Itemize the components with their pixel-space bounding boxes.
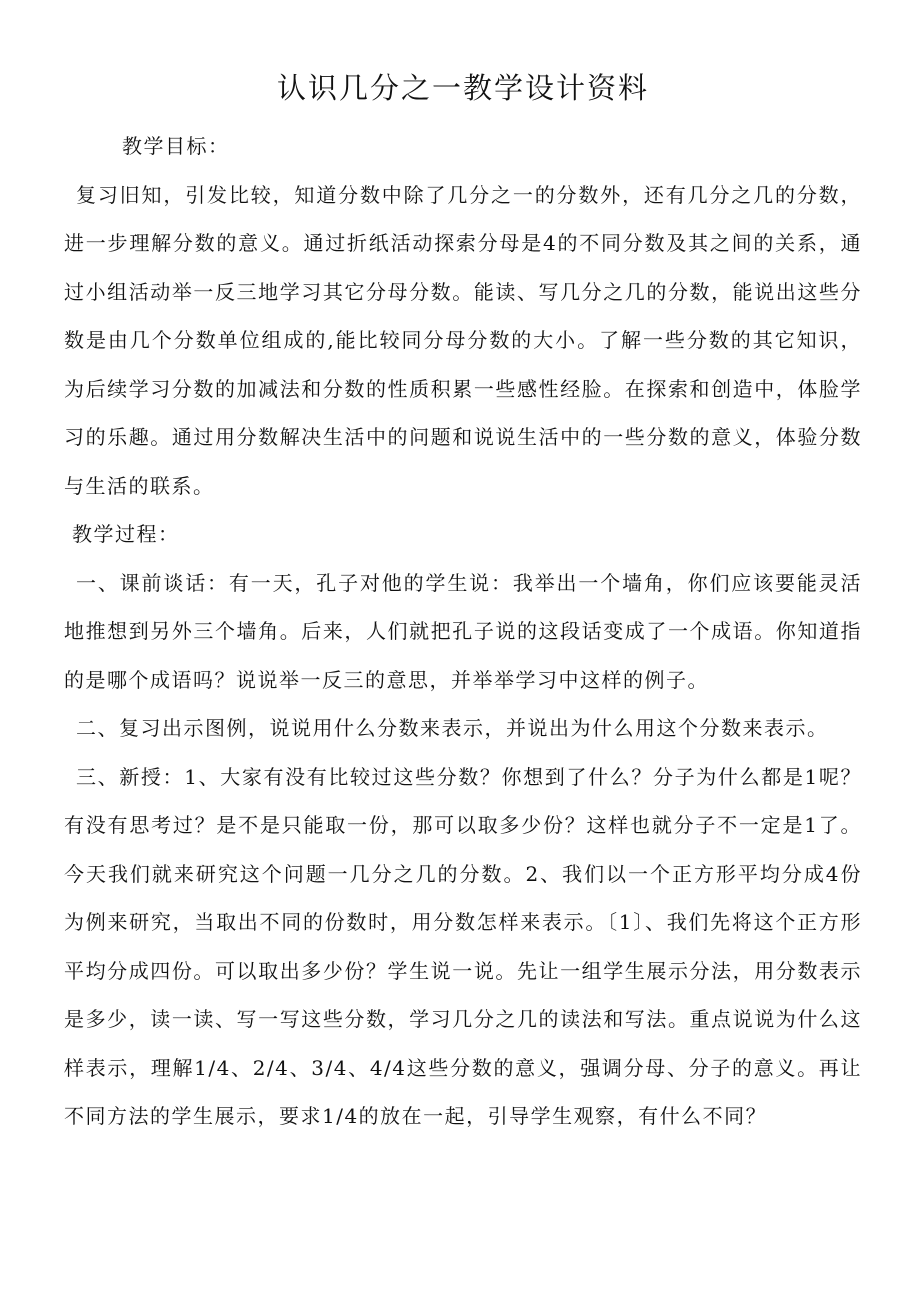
teaching-goal-label: 教学目标： bbox=[122, 134, 230, 158]
process-step-1: 一、课前谈话：有一天，孔子对他的学生说：我举出一个墙角，你们应该要能灵活地推想到另外三个墙角。后来，人们就把孔子说的这段话变成了一个成语。你知道指的是哪个成语吗？说说举一反三的意思，并举举学习中这样的例子。 bbox=[64, 570, 862, 692]
document-title: 认识几分之一教学设计资料 bbox=[276, 71, 649, 105]
teaching-process-label: 教学过程： bbox=[72, 522, 180, 546]
process-step-3: 三、新授：1、大家有没有比较过这些分数？你想到了什么？分子为什么都是1呢？有没有思考过？是不是只能取一份，那可以取多少份？这样也就分子不一定是1了。今天我们就来研究这个问题一几分之几的分数。2、我们以一个正方形平均分成4份为例来研究，当取出不同的份数时，用分数怎样来表示。〔1〕、我们先将这个正方形平均分成四份。可以取出多少份？学生说一说。先让一组学生展示分法，用分数表示是多少，读一读、写一写这些分数，学习几分之几的读法和写法。重点说说为什么这样表示，理解1/4、2/4、3/4、4/4这些分数的意义，强调分母、分子的意义。再让不同方法的学生展示，要求1/4的放在一起，引导学生观察，有什么不同？ bbox=[64, 764, 862, 1128]
process-step-2: 二、复习出示图例，说说用什么分数来表示，并说出为什么用这个分数来表示。 bbox=[76, 716, 829, 740]
teaching-goal-paragraph: 复习旧知，引发比较，知道分数中除了几分之一的分数外，还有几分之几的分数，进一步理解分数的意义。通过折纸活动探索分母是4的不同分数及其之间的关系，通过小组活动举一反三地学习其它分母分数。能读、写几分之几的分数，能说出这些分数是由几个分数单位组成的,能比较同分母分数的大小。了解一些分数的其它知识，为后续学习分数的加减法和分数的性质积累一些感性经脸。在探索和创造中，体脸学习的乐趣。通过用分数解决生活中的问题和说说生活中的一些分数的意义，体验分数与生活的联系。 bbox=[64, 182, 862, 498]
